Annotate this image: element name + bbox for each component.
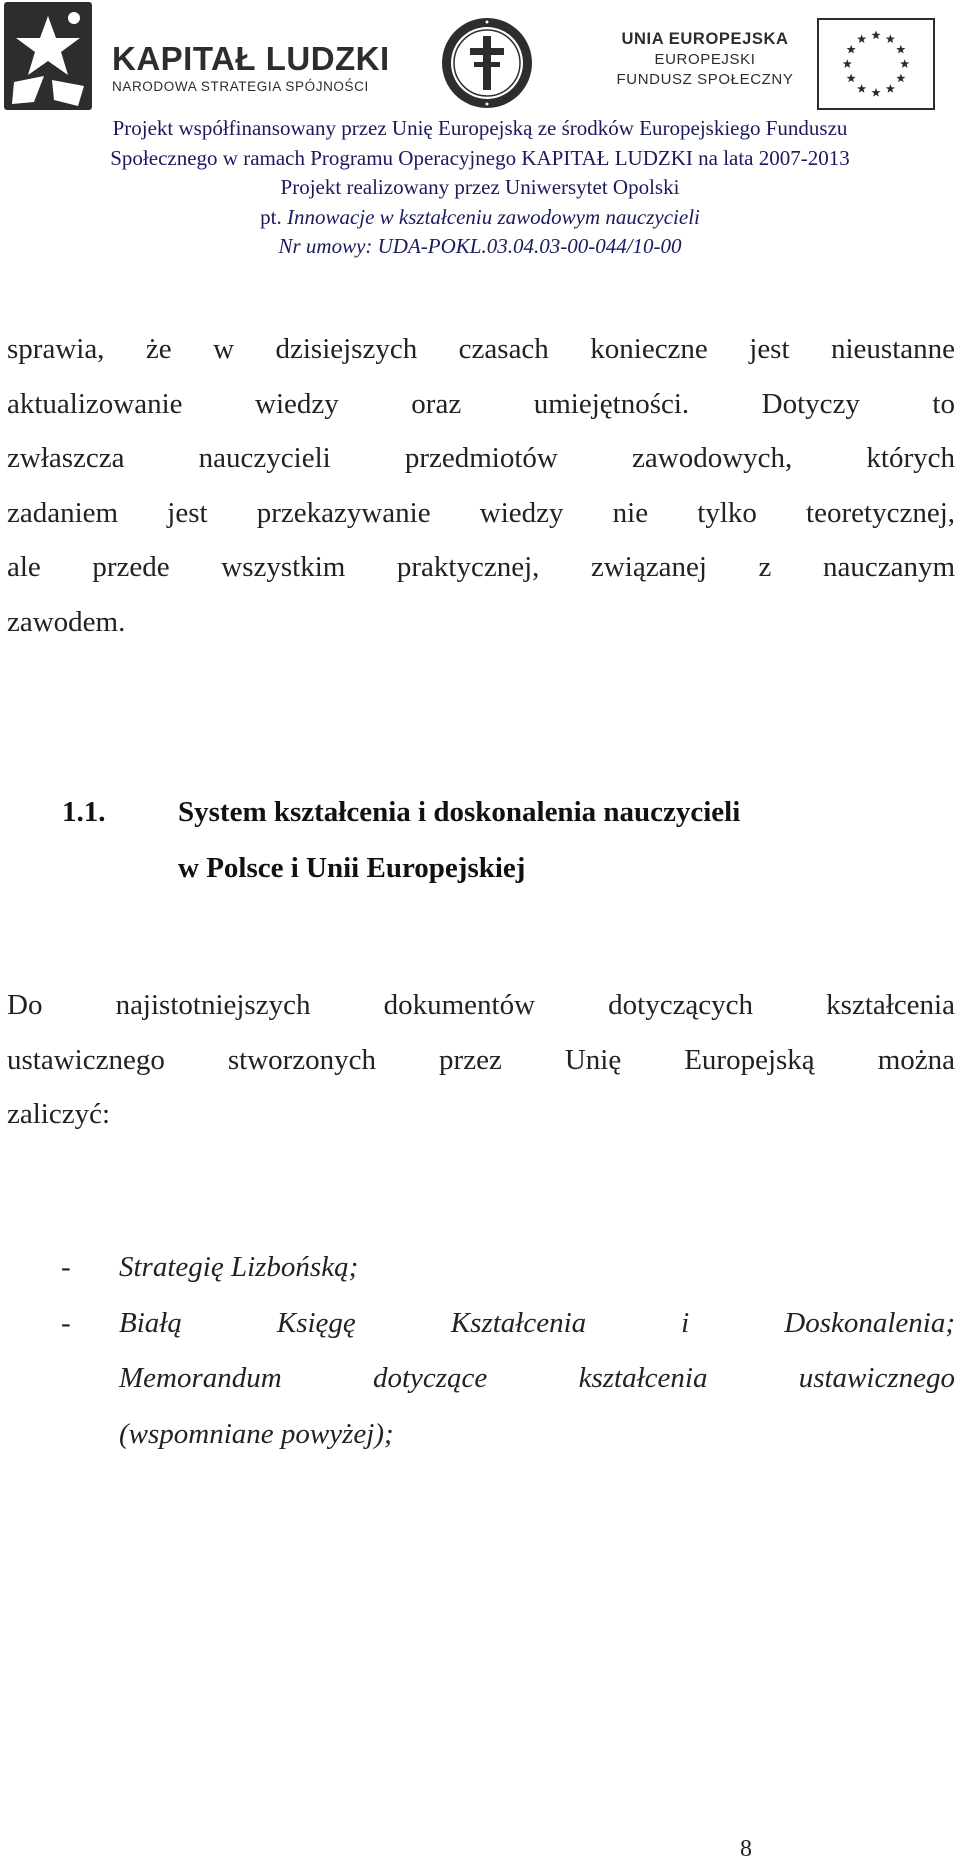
project-title-line	[0, 203, 960, 233]
list-item-text: Białą Księgę Kształcenia i Doskonalenia;	[119, 1306, 955, 1339]
list-item	[7, 1240, 955, 1296]
eu-star-icon	[871, 88, 880, 97]
section-title-line: System kształcenia i doskonalenia nauczycieli	[178, 796, 741, 828]
project-realized-by-line: Projekt realizowany przez Uniwersytet Opolski	[280, 175, 680, 199]
project-title-prefix: pt.	[260, 204, 282, 229]
page-number: 8	[740, 1836, 752, 1862]
eu-star-icon	[857, 34, 866, 43]
eu-title: UNIA EUROPEJSKA	[621, 30, 789, 48]
paragraph-line: aktualizowanie wiedzy oraz umiejętności. Dotyczy to	[7, 387, 955, 420]
list-item-text: Strategię Lizbońską;	[119, 1251, 359, 1283]
list-dash: -	[61, 1306, 71, 1339]
kapital-ludzki-title: KAPITAŁ LUDZKI	[112, 40, 390, 77]
project-info	[0, 114, 960, 262]
paragraph-line: zadaniem jest przekazywanie wiedzy nie tylko teoretycznej,	[7, 496, 955, 529]
paragraph-line: zawodem.	[7, 605, 126, 638]
eu-fund-line2: FUNDUSZ SPOŁECZNY	[616, 71, 794, 88]
contract-number: Nr umowy: UDA-POKL.03.04.03-00-044/10-00	[278, 234, 682, 258]
eu-star-icon	[896, 45, 905, 54]
list-item	[7, 1296, 955, 1463]
eu-star-icon	[857, 84, 866, 93]
eu-star-icon	[847, 45, 856, 54]
project-programme-line: Społecznego w ramach Programu Operacyjnego KAPITAŁ LUDZKI na lata 2007-2013	[110, 145, 850, 170]
eu-star-icon	[886, 34, 895, 43]
paragraph-line: sprawia, że w dzisiejszych czasach konieczne jest nieustanne	[7, 333, 955, 365]
eu-fund-line1: EUROPEJSKI	[654, 51, 756, 68]
eu-star-icon	[886, 84, 895, 93]
eu-logo	[605, 18, 957, 110]
paragraph-line: Do najistotniejszych dokumentów dotyczących kształcenia	[7, 989, 955, 1021]
section-title-line: w Polsce i Unii Europejskiej	[178, 852, 526, 884]
kapital-ludzki-subtitle: NARODOWA STRATEGIA SPÓJNOŚCI	[112, 79, 369, 94]
list-item-text: (wspomniane powyżej);	[119, 1417, 394, 1450]
list-item-text: Memorandum dotyczące kształcenia ustawicznego	[119, 1362, 955, 1394]
paragraph-continuation	[7, 322, 955, 649]
eu-star-icon	[843, 59, 852, 68]
header-logos	[0, 0, 960, 118]
eu-star-icon	[847, 74, 856, 83]
eu-star-icon	[871, 31, 880, 40]
project-cofinancing-line: Projekt współfinansowany przez Unię Europejską ze środków Europejskiego Funduszu	[112, 116, 848, 140]
kapital-ludzki-logo	[4, 2, 404, 112]
eu-star-icon	[900, 59, 909, 68]
university-seal-icon	[440, 16, 534, 110]
paragraph-line: zwłaszcza nauczycieli przedmiotów zawodowych, których	[7, 442, 955, 474]
project-title: Innowacje w kształceniu zawodowym nauczycieli	[286, 204, 700, 229]
kapital-ludzki-emblem-icon	[4, 2, 92, 110]
section-number: 1.1.	[62, 796, 106, 828]
eu-star-icon	[896, 74, 905, 83]
list-dash: -	[61, 1251, 71, 1283]
paragraph-documents	[7, 978, 955, 1142]
paragraph-line: zaliczyć:	[7, 1098, 111, 1130]
eu-flag-icon	[817, 18, 935, 110]
paragraph-line: ale przede wszystkim praktycznej, związanej z nauczanym	[7, 551, 955, 583]
documents-list	[7, 1240, 955, 1462]
paragraph-line: ustawicznego stworzonych przez Unię Europejską można	[7, 1043, 955, 1076]
